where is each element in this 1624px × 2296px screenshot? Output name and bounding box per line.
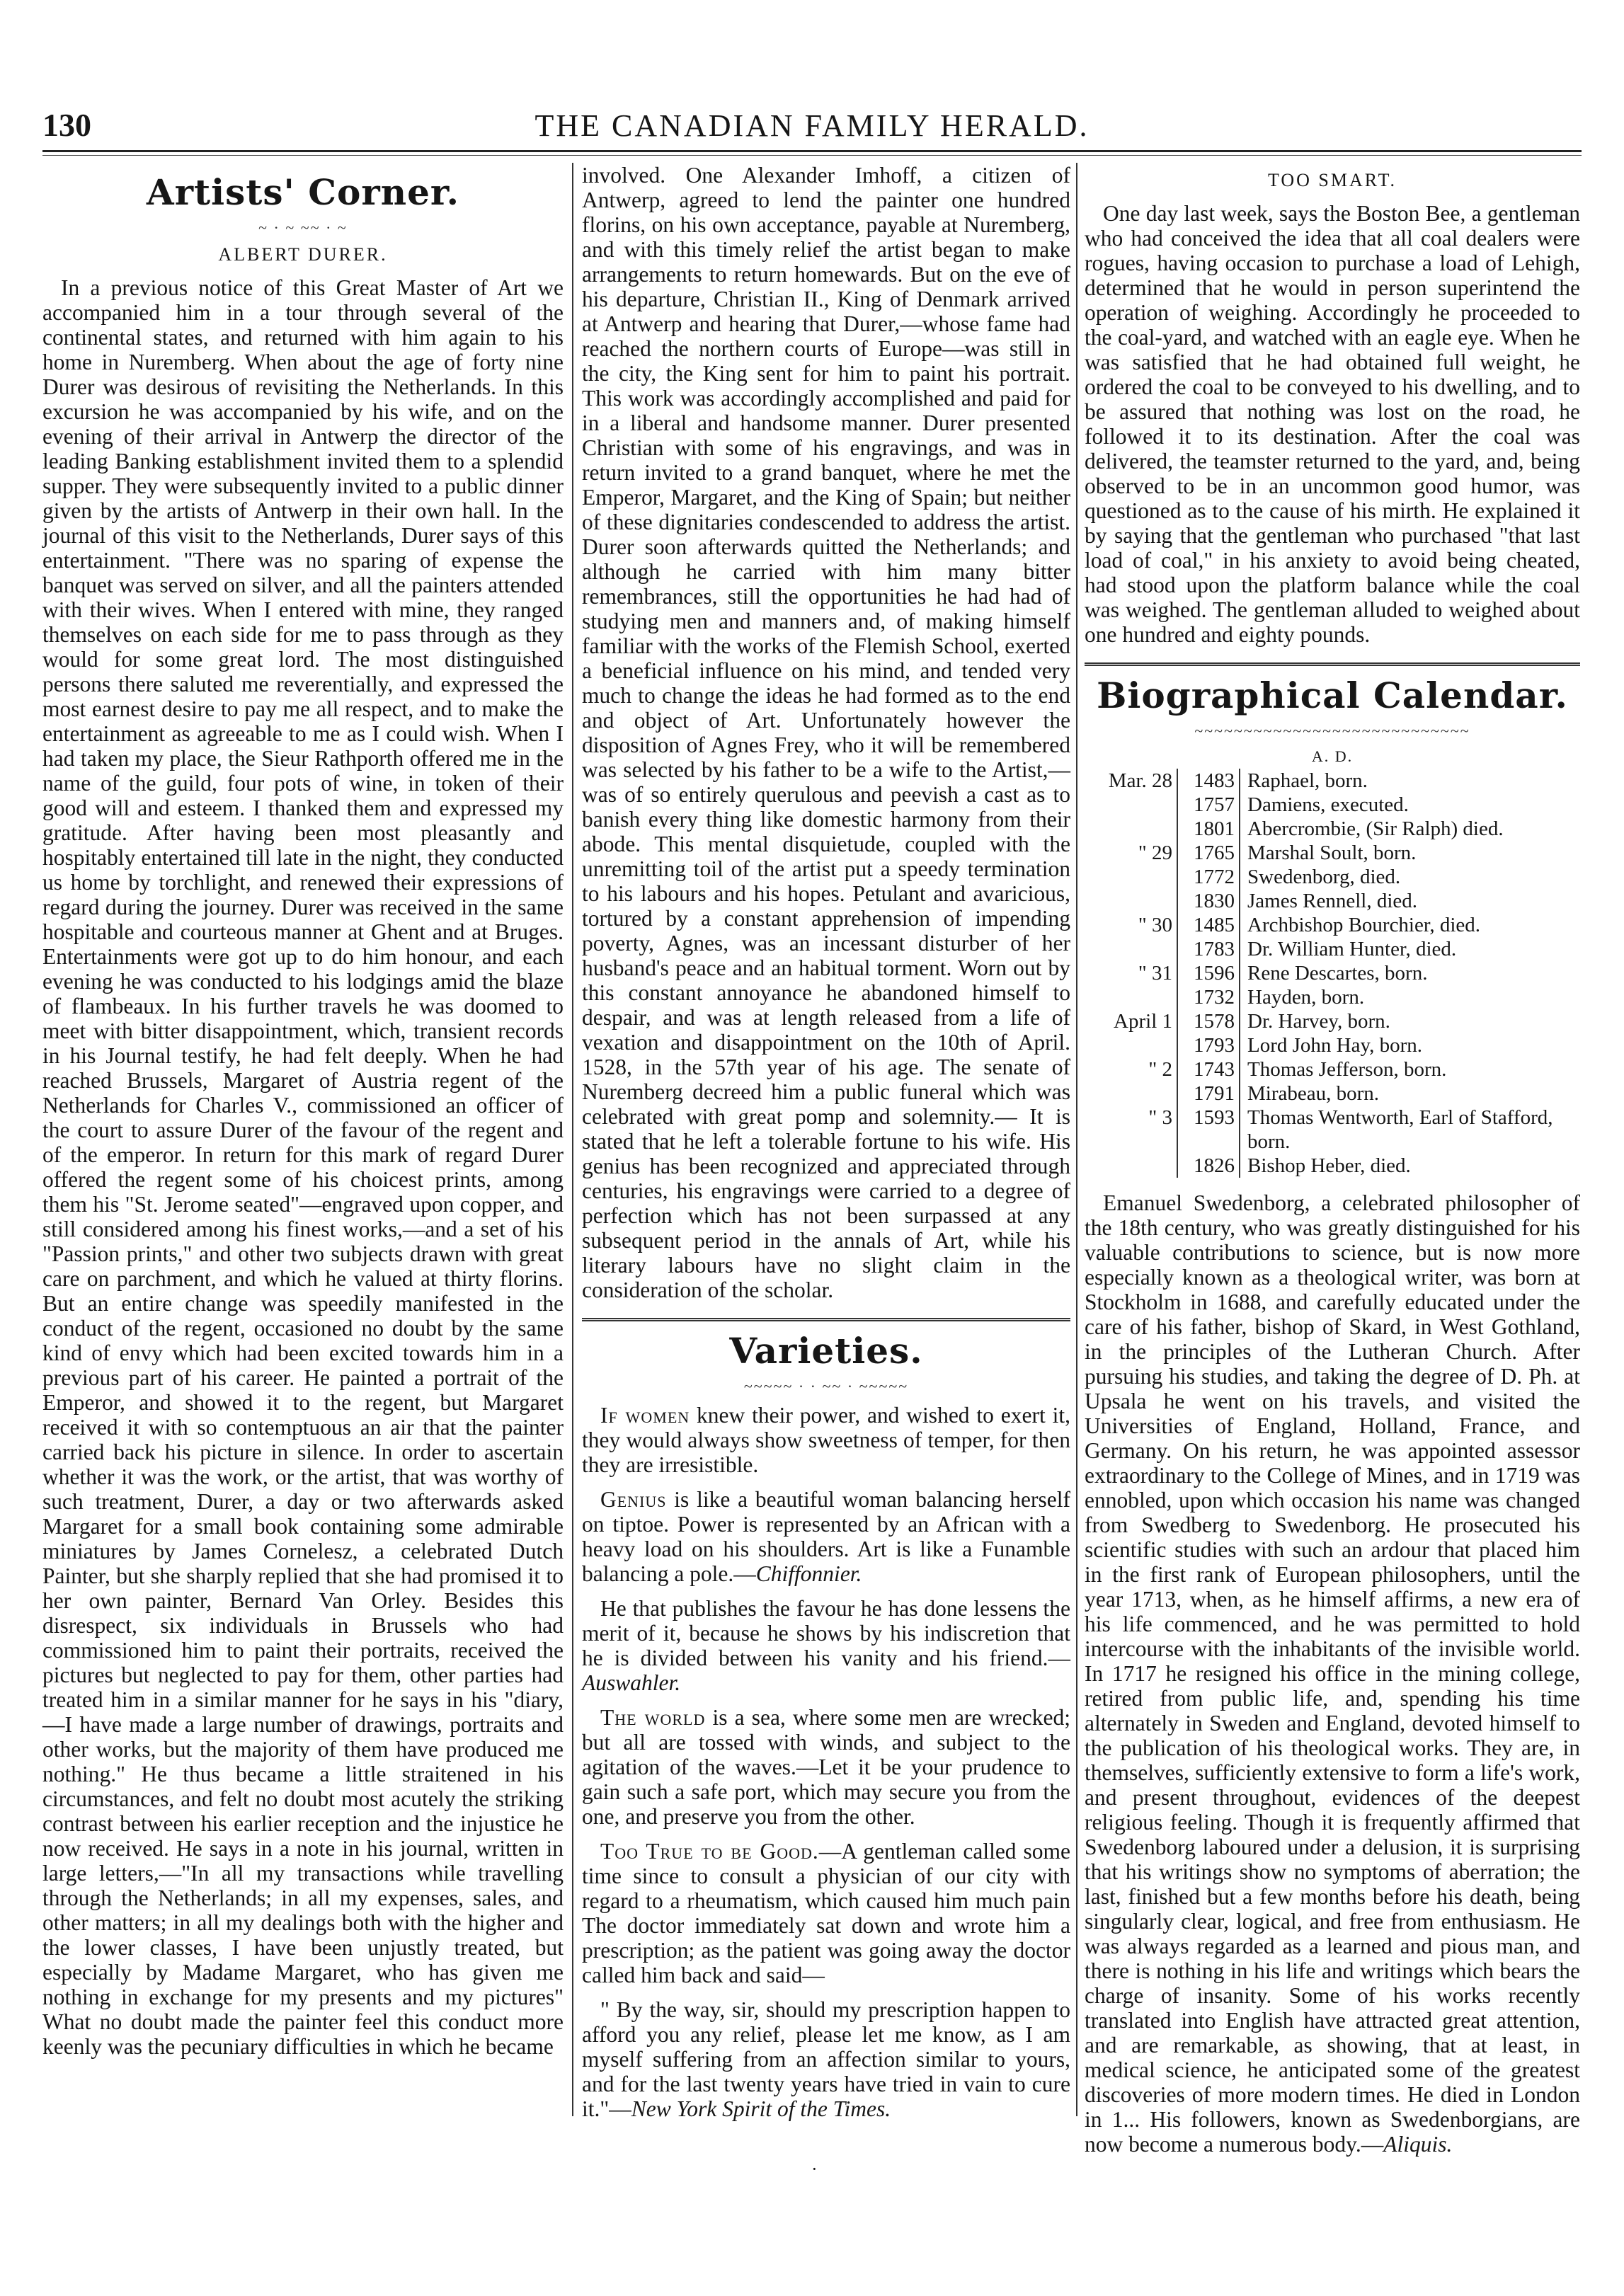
variety-item: He that publishes the favour he has done lessens the merit of it, because he shows by his indiscretion that he is divided between his vanity and his friend.—Auswahler. [582, 1596, 1070, 1695]
calendar-date [1085, 889, 1177, 913]
header-rule-thin [42, 155, 1582, 156]
calendar-event: Marshal Soult, born. [1247, 842, 1417, 864]
calendar-row [1085, 985, 1580, 1009]
calendar-event: James Rennell, died. [1247, 890, 1418, 912]
calendar-date: " 2 [1148, 1058, 1172, 1081]
calendar-row [1085, 793, 1580, 817]
calendar-event: Damiens, executed. [1247, 793, 1409, 816]
page-header [42, 106, 1582, 149]
column-divider [1076, 163, 1077, 2116]
calendar-row [1085, 1106, 1580, 1154]
calendar-year: 1783 [1177, 937, 1240, 961]
calendar-event: Swedenborg, died. [1247, 866, 1401, 888]
calendar-row [1085, 1057, 1580, 1081]
calendar-row [1085, 841, 1580, 865]
calendar-date [1085, 865, 1177, 889]
varieties-heading: Varieties. [729, 1330, 923, 1372]
calendar-year: 1485 [1177, 913, 1240, 937]
calendar-year: 1732 [1177, 985, 1240, 1009]
calendar-event: Mirabeau, born. [1247, 1082, 1380, 1105]
section-rule [1085, 662, 1580, 666]
calendar-year: 1772 [1177, 865, 1240, 889]
calendar-event: Thomas Wentworth, Earl of Stafford, born. [1247, 1106, 1553, 1153]
masthead-title: THE CANADIAN FAMILY HERALD. [534, 108, 1090, 143]
ornament-rule: ~~~~~~~~~~~~~~~~~~~~~~~~~~~~ [1194, 722, 1470, 740]
variety-item: Genius is like a beautiful woman balancing herself on tiptoe. Power is represented by an African with a heavy load on his shoulders. Art is like a Funamble balancing a pole.—Chiffonnier. [582, 1487, 1070, 1586]
calendar-row [1085, 913, 1580, 937]
calendar-year: 1593 [1177, 1106, 1240, 1154]
calendar-event: Dr. William Hunter, died. [1247, 938, 1457, 960]
calendar-event: Rene Descartes, born. [1247, 962, 1428, 985]
calendar-row [1085, 1081, 1580, 1106]
ornament-rule: ~~~~~ · · ~~ · ~~~~~ [743, 1377, 909, 1395]
too-smart-subhead: TOO SMART. [1267, 170, 1397, 190]
calendar-year: 1830 [1177, 889, 1240, 913]
calendar-year: 1757 [1177, 793, 1240, 817]
ornament-rule: ~ · ~ ~~ · ~ [258, 219, 348, 236]
calendar-date [1085, 1154, 1177, 1178]
too-smart-paragraph: One day last week, says the Boston Bee, a gentleman who had conceived the idea that all coal dealers were rogues, having occasion to purchase a load of Lehigh, determined that he would in person superintend the operation of weighing. Accordingly he proceeded to the coal-yard, and watched with an eagle eye. When he was satisfied that he had obtained full weight, he ordered the coal to be conveyed to his dwelling, and to be assured that nothing was lost on the road, he followed it to its destination. After the coal was delivered, the teamster returned to the yard, and, being observed to be in an uncommon good humor, was questioned as to the cause of his mirth. He explained it by saying that the gentleman who purchased "that last load of coal," in his anxiety to avoid being cheated, had stood upon the platform balance while the coal was weighed. The gentleman alluded to weighed about one hundred and eighty pounds. [1085, 201, 1580, 647]
calendar-event: Lord John Hay, born. [1247, 1034, 1422, 1057]
article-paragraph: In a previous notice of this Great Master of Art we accompanied him in a tour through several of the continental states, and returned with him again to his home in Nuremberg. When about the age of forty nine Durer was desirous of revisiting the Netherlands. In this excursion he was accompanied by his wife, and on the evening of their arrival in Antwerp the director of the leading Banking establishment invited them to a splendid supper. They were subsequently invited to a public dinner given by the artists of Antwerp in their own hall. In the journal of this visit to the Netherlands, Durer says of this entertainment. "There was no sparing of expense the banquet was served on silver, and all the painters attended with their wives. When I entered with mine, they ranged themselves on each side for me to pass through as they would for some great lord. The most distinguished persons there saluted me reverentially, and expressed the most earnest desire to pay me all respect, and to make the entertainment as agreeable to me as I could wish. When I had taken my place, the Sieur Rathporth offered me in the name of the guild, four pots of wine, in token of their good will and esteem. I thanked them and expressed my gratitude. After having been most pleasantly and hospitably entertained till late in the night, they conducted us home by torchlight, and renewed their expressions of regard during the journey. Durer was received in the same hospitable and courteous manner at Ghent and at Bruges. Entertainments were got up to do him honour, and each evening he was conducted to his lodgings amid the blaze of flambeaux. In his further travels he was doomed to meet with bitter disappointment, which, transient records in his Journal testify, he had felt deeply. When he had reached Brussels, Margaret of Austria regent of the Netherlands for Charles V., commissioned an officer of the court to assure Durer of the favour of the regent and of the emperor. In return for this mark of regard Durer offered the regent some of his choicest prints, among them his "St. Jerome seated"—engraved upon copper, and still considered among his finest works,—and a set of his "Passion prints," and other two subjects drawn with great care on parchment, and which he valued at thirty florins. But an entire change was speedily manifested in the conduct of the regent, occasioned no doubt by the same kind of envy which had been excited towards him in a previous part of his career. He painted a portrait of the Emperor, and showed it to the regent, but Margaret received it with so contemptuous an air that the painter carried back his picture in silence. In order to ascertain whether it was the work, or the artist, that was worthy of such treatment, Durer, a day or two afterwards asked Margaret for a small book containing some admirable miniatures by James Cornelesz, a celebrated Dutch Painter, but she sharply replied that she had promised it to her own painter, Bernard Van Orley. Besides this disrespect, six individuals in Brussels who had commissioned him to paint their portraits, received the pictures but neglected to pay for them, other parties had treated him in a similar manner for he says in his "diary,—I have made a large number of drawings, portraits and other works, but the majority of them have produced me nothing." He thus became a little straitened in his circumstances, and felt no doubt most acutely the striking contrast between his earlier reception and the injustice he now received. He says in a note in his journal, written in large letters,—"In all my transactions while travelling through the Netherlands; in all my expenses, sales, and other matters; in all my dealings both with the higher and the lower classes, I have been unjustly treated, but especially by Madame Margaret, who has given me nothing in exchange for my presents and my pictures" What no doubt made the painter feel this conduct more keenly was the pecuniary difficulties in which he became [42, 275, 564, 2059]
page-number: 130 [42, 107, 91, 143]
calendar-table [1085, 769, 1580, 1178]
calendar-date: " 3 [1148, 1106, 1172, 1129]
calendar-date [1085, 985, 1177, 1009]
artists-corner-heading: Artists' Corner. [146, 171, 460, 213]
albert-durer-subhead: ALBERT DURER. [218, 244, 388, 265]
calendar-date: " 29 [1138, 842, 1172, 864]
calendar-row [1085, 1033, 1580, 1057]
calendar-row [1085, 1154, 1580, 1178]
calendar-row [1085, 889, 1580, 913]
article-paragraph: involved. One Alexander Imhoff, a citizen of Antwerp, agreed to lend the painter one hundred florins, on his own acceptance, payable at Nuremberg, and with this timely relief the artist began to make arrangements to return homewards. But on the eve of his departure, Christian II., King of Denmark arrived at Antwerp and hearing that Durer,—whose fame had reached the northern courts of Europe—was still in the city, the King sent for him to paint his portrait. This work was accordingly accomplished and paid for in a liberal and handsome manner. Durer presented Christian with some of his engravings, and was in return invited to a grand banquet, where he met the Emperor, Margaret, and the King of Spain; but neither of these dignitaries condescended to address the artist. Durer soon afterwards quitted the Netherlands; and although he carried with him many bitter remembrances, still the opportunities he had had of studying men and manners and, of making himself familiar with the works of the Flemish School, exerted a beneficial influence on his mind, and tended very much to change the ideas he had formed as to the end and object of Art. Unfortunately however the disposition of Agnes Frey, who it will be remembered was selected by his father to be a wife to the Artist,—was of so entirely querulous and peevish a cast as to banish every thing like domestic harmony from their abode. This mental disquietude, coupled with the unremitting toil of the artist put a speedy termination to his labours and his hopes. Petulant and avaricious, tortured by a constant apprehension of impending poverty, Agnes, was an incessant disturber of her husband's peace and an habitual torment. Worn out by this constant annoyance he abandoned himself to despair, and was at length released from a life of vexation and disappointment on the 10th of April. 1528, in the 57th year of his age. The senate of Nuremberg decreed him a public funeral which was celebrated with great pomp and solemnity.— It is stated that he left a tolerable fortune to his wife. His genius has been recognized and appreciated through centuries, his engravings were carried to a degree of perfection which has not been surpassed at any subsequent period in the annals of Art, while his literary labours have no slight claim in the consideration of the scholar. [582, 163, 1070, 1302]
calendar-date: " 31 [1138, 962, 1172, 985]
calendar-ad-label: A. D. [1311, 747, 1354, 765]
section-rule [582, 1318, 1070, 1321]
calendar-event: Bishop Heber, died. [1247, 1154, 1411, 1177]
variety-item: If women knew their power, and wished to exert it, they would always show sweetness of temper, for then they are irresistible. [582, 1403, 1071, 1477]
calendar-row [1085, 937, 1580, 961]
calendar-date [1085, 1033, 1177, 1057]
variety-item: Too True to be Good.—A gentleman called some time since to consult a physician of our city with regard to a rheumatism, which caused him much pain The doctor immediately sat down and wrote him a prescription; as the patient was going away the doctor called him back and said— [582, 1839, 1070, 1987]
swedenborg-paragraph: Emanuel Swedenborg, a celebrated philosopher of the 18th century, who was greatly distinguished for his valuable contributions to science, but is now more especially known as a theological writer, was born at Stockholm in 1688, and carefully educated under the care of his father, bishop of Skard, in West Gothland, in the principles of the Lutheran Church. After pursuing his studies, and taking the degree of D. Ph. at Upsala he went on his travels, and visited the Universities of England, Holland, France, and Germany. On his return, he was appointed assessor extraordinary to the College of Mines, and in 1719 was ennobled, upon which occasion his name was changed from Swedberg to Swedenborg. He prosecuted his scientific studies with such an ardour that placed him in the first rank of European philosophers, until the year 1713, when, as he himself affirms, a new era of his life commenced, and he was permitted to hold intercourse with the inhabitants of the invisible world. In 1717 he resigned his office in the mining college, retired from public life, and, spending his time alternately in Sweden and England, devoted himself to the publication of his theological works. They are, in themselves, sufficiently extensive to form a life's work, and present throughout, evidences of the deepest religious feeling. Though it is frequently affirmed that Swedenborg laboured under a delusion, it is surprising that his writings show no symptoms of aberration; the last, finished but a few months before his death, being singularly clear, logical, and free from enthusiasm. He was always regarded as a learned and pious man, and there is nothing in his life and writings which bears the charge of insanity. Some of his works recently translated into English have attracted great attention, and are remarkable, as showing, that at least, in medical science, he anticipated some of the greatest discoveries of more modern times. He died in London in 1... His followers, known as Swedenborgians, are now become a numerous body.—Aliquis. [1085, 1190, 1580, 2157]
calendar-row [1085, 961, 1580, 985]
calendar-year: 1826 [1177, 1154, 1240, 1178]
variety-item: The world is a sea, where some men are wrecked; but all are tossed with winds, and subject to the agitation of the waves.—Let it be your prudence to gain such a safe port, which may secure you from the one, and preserve you from the other. [582, 1705, 1070, 1829]
calendar-row [1085, 1009, 1580, 1033]
calendar-date: " 30 [1138, 914, 1172, 936]
calendar-year: 1483 [1177, 769, 1240, 793]
calendar-event: Raphael, born. [1247, 769, 1368, 792]
calendar-date [1085, 817, 1177, 841]
calendar-row [1085, 865, 1580, 889]
calendar-year: 1793 [1177, 1033, 1240, 1057]
calendar-row [1085, 769, 1580, 793]
calendar-date [1085, 793, 1177, 817]
calendar-year: 1578 [1177, 1009, 1240, 1033]
calendar-event: Abercrombie, (Sir Ralph) died. [1247, 817, 1504, 840]
calendar-year: 1801 [1177, 817, 1240, 841]
calendar-date [1085, 1081, 1177, 1106]
calendar-heading: Biographical Calendar. [1097, 675, 1568, 716]
column-2 [582, 163, 1071, 2121]
footer-mark: · [811, 2159, 818, 2179]
calendar-event: Archbishop Bourchier, died. [1247, 914, 1481, 936]
header-rule [42, 150, 1582, 152]
calendar-year: 1596 [1177, 961, 1240, 985]
calendar-event: Hayden, born. [1247, 986, 1365, 1009]
calendar-date [1085, 937, 1177, 961]
variety-item: " By the way, sir, should my prescription happen to afford you any relief, please let me know, as I am myself suffering from an affection similar to yours, and for the last twenty years have tried in vain to cure it."—New York Spirit of the Times. [582, 1997, 1070, 2121]
calendar-row [1085, 817, 1580, 841]
calendar-year: 1791 [1177, 1081, 1240, 1106]
column-divider [572, 163, 573, 2116]
calendar-date: Mar. 28 [1108, 769, 1172, 792]
calendar-year: 1765 [1177, 841, 1240, 865]
calendar-event: Thomas Jefferson, born. [1247, 1058, 1447, 1081]
calendar-event: Dr. Harvey, born. [1247, 1010, 1390, 1033]
column-3 [1085, 163, 1580, 2157]
calendar-year: 1743 [1177, 1057, 1240, 1081]
column-1 [42, 163, 564, 2116]
calendar-date: April 1 [1114, 1010, 1172, 1033]
